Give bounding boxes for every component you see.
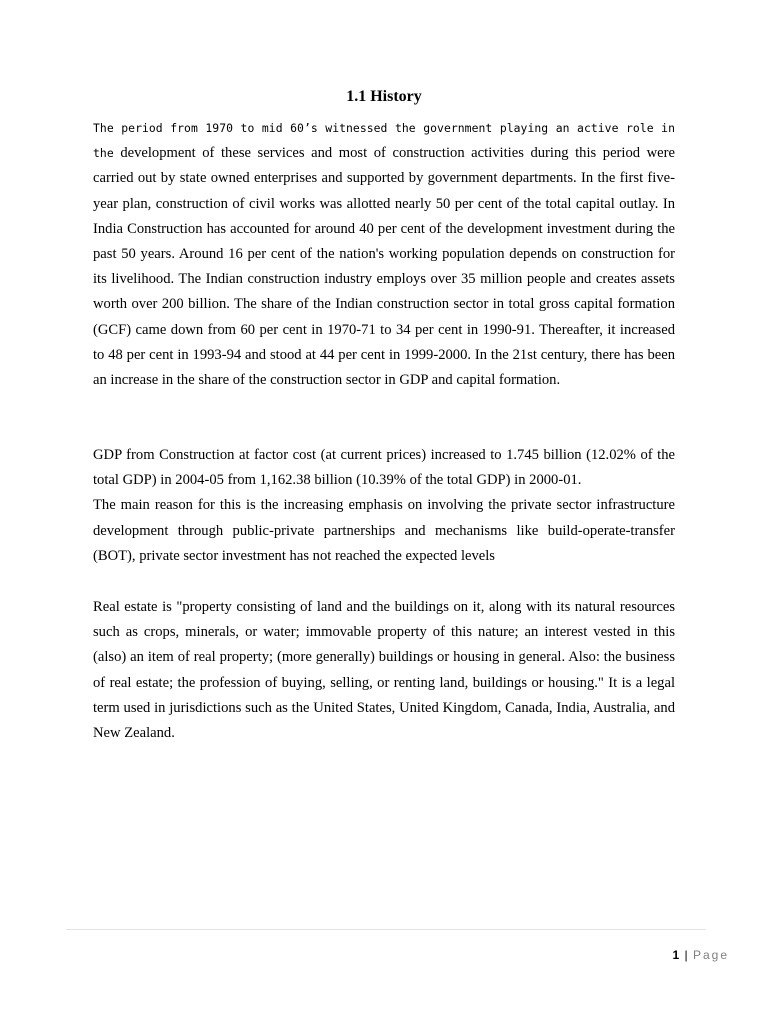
paragraph-history-rest: development of these services and most of construction activities during this period were carried out by state owned enterprises and supported by government departments. In the first five-year plan, construction of civil works was allotted nearly 50 per cent of the total capital outlay. In India Construction has accounted for around 40 per cent of the development investment during the past 50 years. Around 16 per cent of the nation's working population depends on construction for its livelihood. The Indian construction industry employs over 35 million people and creates assets worth over 200 billion. The share of the Indian construction sector in total gross capital formation (GCF) came down from 60 per cent in 1970-71 to 34 per cent in 1990-91. Thereafter, it increased to 48 per cent in 1993-94 and stood at 44 per cent in 1999-2000. In the 21st century, there has been an increase in the share of the construction sector in GDP and capital formation. [93, 145, 675, 389]
paragraph-history-first-line: The period from 1970 to mid 60’s witnessed the government playing an active role in the [93, 121, 675, 161]
page-number: 1 [672, 948, 680, 962]
page-label: Page [692, 948, 729, 962]
paragraph-real-estate: Real estate is "property consisting of land and the buildings on it, along with its natural resources such as crops, minerals, or water; immovable property of this nature; an interest vested in this (also) an item of real property; (more generally) buildings or housing in general. Also: the business of real estate; the profession of buying, selling, or renting land, buildings or housing." It is a legal term used in jurisdictions such as the United States, United Kingdom, Canada, India, Australia, and New Zealand. [93, 599, 675, 742]
paragraph-group-gdp [93, 443, 675, 569]
footer-divider [66, 929, 706, 930]
paragraph-gdp: GDP from Construction at factor cost (at current prices) increased to 1.745 billion (12.02% of the total GDP) in 2004-05 from 1,162.38 billion (10.39% of the total GDP) in 2000-01. [93, 447, 675, 489]
paragraph-main-reason: The main reason for this is the increasing emphasis on involving the private sector infrastructure development through public-private partnerships and mechanisms like build-operate-transfer (BOT), private sector investment has not reached the expected levels [93, 497, 675, 564]
paragraph-history [93, 116, 675, 393]
section-heading: 1.1 History [346, 88, 422, 105]
page-footer [672, 947, 729, 963]
footer-separator: | [684, 948, 688, 962]
